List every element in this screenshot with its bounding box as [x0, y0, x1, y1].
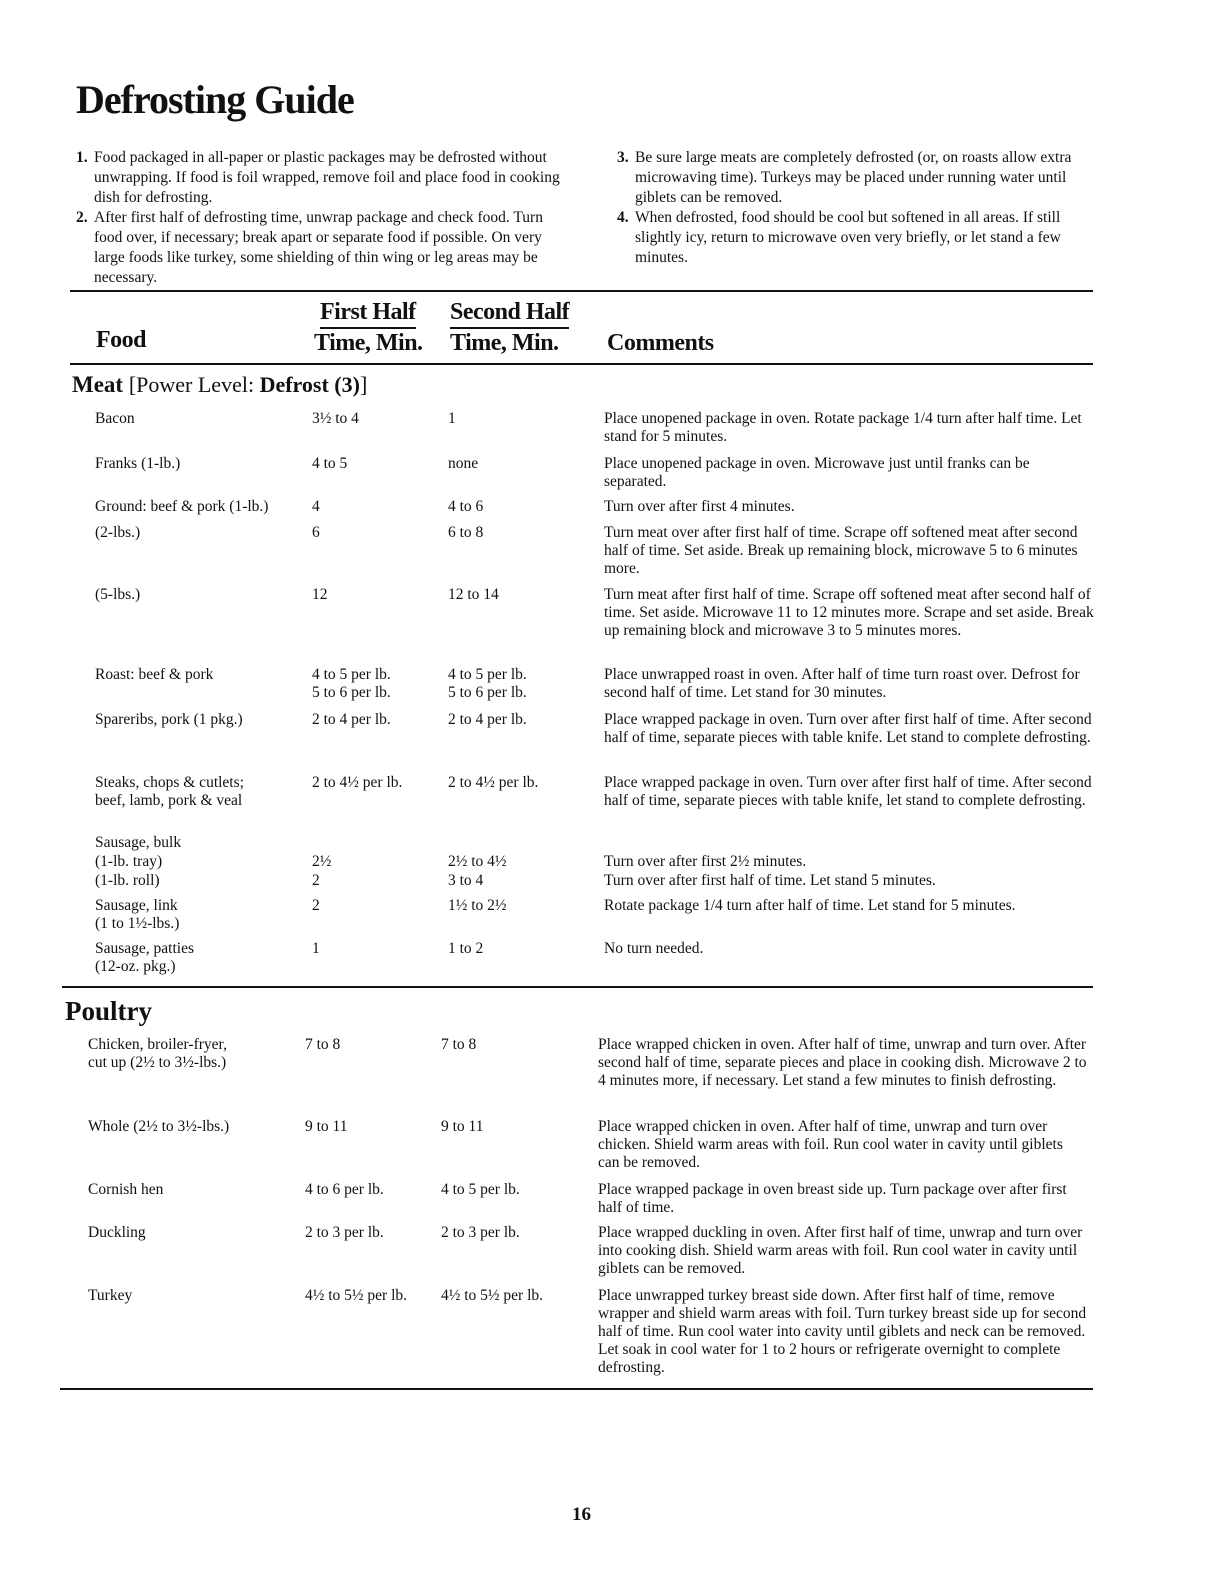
second-half-cell: 9 to 11 [441, 1118, 484, 1135]
first-half-cell: 4 to 5 per lb. 5 to 6 per lb. [312, 666, 391, 701]
second-half-cell: 3 to 4 [448, 872, 484, 889]
comment-cell: Rotate package 1/4 turn after half of time. Let stand for 5 minutes. [604, 897, 1016, 914]
comment-cell: Turn over after first 4 minutes. [604, 498, 795, 515]
header-food: Food [96, 327, 147, 353]
food-cell: Roast: beef & pork [95, 666, 214, 683]
food-cell: Duckling [88, 1224, 146, 1241]
first-half-cell: 2 to 4½ per lb. [312, 774, 403, 791]
section-heading-meat [72, 372, 367, 398]
second-half-cell: 2 to 4 per lb. [448, 711, 527, 728]
first-half-cell: 2 [312, 897, 320, 914]
comment-cell: Place wrapped chicken in oven. After half of time, unwrap and turn over chicken. Shield warm areas with foil. Run cool water in cavity until giblets can be removed. [598, 1118, 1063, 1171]
food-cell: Turkey [88, 1287, 133, 1304]
section-title: Meat [72, 372, 124, 397]
intro-item-1 [76, 148, 566, 208]
food-cell: Ground: beef & pork (1-lb.) [95, 498, 269, 515]
first-half-cell: 6 [312, 524, 320, 541]
food-cell: Spareribs, pork (1 pkg.) [95, 711, 243, 728]
second-half-cell: 1½ to 2½ [448, 897, 507, 914]
first-half-cell: 4 to 6 per lb. [305, 1181, 384, 1198]
second-half-cell: 4½ to 5½ per lb. [441, 1287, 544, 1304]
power-level-note: [Power Level: Defrost (3)] [128, 372, 368, 397]
first-half-cell: 3½ to 4 [312, 410, 359, 427]
first-half-cell: 4 [312, 498, 320, 515]
header-first-half [314, 298, 423, 357]
second-half-cell: 1 [448, 410, 456, 427]
header-first-half-top: First Half [320, 298, 416, 329]
intro-item-text: When defrosted, food should be cool but softened in all areas. If still slightly icy, return to microwave oven very briefly, or let stand a few minutes. [635, 209, 1061, 266]
comment-cell: No turn needed. [604, 940, 704, 957]
divider-header [70, 363, 1093, 365]
header-second-half [450, 298, 569, 357]
comment-cell: Place unwrapped turkey breast side down. After first half of time, remove wrapper and shield warm areas with foil. Turn turkey breast side up for second half of time. Run cool water into cavity until giblets and neck can be removed. Let soak in cool water for 1 to 2 hours or refrigerate overnight to complete defrosting. [598, 1287, 1087, 1376]
comment-cell: Place unopened package in oven. Rotate package 1/4 turn after half time. Let stand for 5 minutes. [604, 410, 1082, 445]
intro-item-4 [617, 208, 1102, 268]
food-cell: Steaks, chops & cutlets; beef, lamb, pork & veal [95, 774, 244, 809]
divider-top [70, 290, 1093, 292]
intro-item-number: 2. [76, 209, 88, 226]
page-number: 16 [572, 1504, 591, 1525]
intro-left-column [76, 148, 566, 288]
first-half-cell: 2 to 4 per lb. [312, 711, 391, 728]
second-half-cell: 4 to 5 per lb. 5 to 6 per lb. [448, 666, 527, 701]
food-cell: Sausage, link (1 to 1½-lbs.) [95, 897, 180, 932]
page-title: Defrosting Guide [76, 77, 354, 122]
food-cell: Bacon [95, 410, 135, 427]
second-half-cell: 12 to 14 [448, 586, 499, 603]
second-half-cell: 4 to 5 per lb. [441, 1181, 520, 1198]
intro-item-2 [76, 208, 566, 288]
comment-cell: Place wrapped package in oven. Turn over after first half of time. After second half of time, separate pieces with table knife, let stand to complete defrosting. [604, 774, 1092, 809]
comment-cell: Turn over after first half of time. Let stand 5 minutes. [604, 872, 936, 889]
intro-item-text: Food packaged in all-paper or plastic packages may be defrosted without unwrapping. If food is foil wrapped, remove foil and place food in cooking dish for defrosting. [94, 149, 560, 206]
food-cell: Sausage, patties (12-oz. pkg.) [95, 940, 195, 975]
first-half-cell: 4½ to 5½ per lb. [305, 1287, 408, 1304]
food-cell: (5-lbs.) [95, 586, 141, 603]
first-half-cell: 7 to 8 [305, 1036, 341, 1053]
first-half-cell: 1 [312, 940, 320, 957]
comment-cell: Place wrapped package in oven breast side up. Turn package over after first half of time. [598, 1181, 1067, 1216]
comment-cell: Place wrapped chicken in oven. After half of time, unwrap and turn over. After second half of time, separate pieces and place in cooking dish. Microwave 2 to 4 minutes more, if necessary. Let stand a few minutes to finish defrosting. [598, 1036, 1087, 1089]
comment-cell: Place wrapped package in oven. Turn over after first half of time. After second half of time, separate pieces with table knife. Let stand to complete defrosting. [604, 711, 1092, 746]
header-comments: Comments [607, 330, 714, 356]
first-half-cell: 2½ [312, 853, 332, 870]
food-cell: Sausage, bulk [95, 834, 182, 851]
section-heading-poultry: Poultry [65, 996, 152, 1026]
intro-item-number: 4. [617, 209, 629, 226]
divider-poultry [62, 986, 1093, 988]
first-half-cell: 2 [312, 872, 320, 889]
intro-item-number: 3. [617, 149, 629, 166]
intro-right-column [617, 148, 1102, 268]
comment-cell: Turn meat over after first half of time. Scrape off softened meat after second half of time. Set aside. Break up remaining block, microwave 5 to 6 minutes more. [604, 524, 1078, 577]
header-first-half-bottom: Time, Min. [314, 330, 423, 356]
food-cell: (1-lb. roll) [95, 872, 160, 889]
second-half-cell: 4 to 6 [448, 498, 484, 515]
food-cell: Cornish hen [88, 1181, 164, 1198]
food-cell: Whole (2½ to 3½-lbs.) [88, 1118, 230, 1135]
first-half-cell: 12 [312, 586, 328, 603]
header-second-half-top: Second Half [450, 298, 569, 329]
second-half-cell: 2½ to 4½ [448, 853, 507, 870]
food-cell: (2-lbs.) [95, 524, 141, 541]
intro-item-3 [617, 148, 1102, 208]
comment-cell: Place unwrapped roast in oven. After half of time turn roast over. Defrost for second half of time. Let stand for 30 minutes. [604, 666, 1080, 701]
intro-item-text: After first half of defrosting time, unwrap package and check food. Turn food over, if necessary; break apart or separate food if possible. On very large foods like turkey, some shielding of thin wing or leg areas may be necessary. [94, 209, 543, 286]
comment-cell: Place wrapped duckling in oven. After first half of time, unwrap and turn over into cooking dish. Shield warm areas with foil. Run cool water in cavity until giblets can be removed. [598, 1224, 1083, 1277]
food-cell: Chicken, broiler-fryer, cut up (2½ to 3½-lbs.) [88, 1036, 227, 1071]
second-half-cell: 6 to 8 [448, 524, 484, 541]
first-half-cell: 9 to 11 [305, 1118, 348, 1135]
second-half-cell: 7 to 8 [441, 1036, 477, 1053]
intro-item-number: 1. [76, 149, 88, 166]
food-cell: (1-lb. tray) [95, 853, 163, 870]
second-half-cell: none [448, 455, 479, 472]
comment-cell: Place unopened package in oven. Microwave just until franks can be separated. [604, 455, 1030, 490]
divider-bottom [60, 1388, 1093, 1390]
header-second-half-bottom: Time, Min. [450, 330, 559, 356]
second-half-cell: 1 to 2 [448, 940, 484, 957]
food-cell: Franks (1-lb.) [95, 455, 181, 472]
first-half-cell: 2 to 3 per lb. [305, 1224, 384, 1241]
second-half-cell: 2 to 4½ per lb. [448, 774, 539, 791]
second-half-cell: 2 to 3 per lb. [441, 1224, 520, 1241]
intro-item-text: Be sure large meats are completely defrosted (or, on roasts allow extra microwaving time). Turkeys may be placed under running water until giblets can be removed. [635, 149, 1072, 206]
comment-cell: Turn over after first 2½ minutes. [604, 853, 807, 870]
comment-cell: Turn meat after first half of time. Scrape off softened meat after second half of time. Set aside. Microwave 11 to 12 minutes more. Scrape and set aside. Break up remaining block and microwave 3 to 5 minutes mores. [604, 586, 1094, 639]
first-half-cell: 4 to 5 [312, 455, 348, 472]
